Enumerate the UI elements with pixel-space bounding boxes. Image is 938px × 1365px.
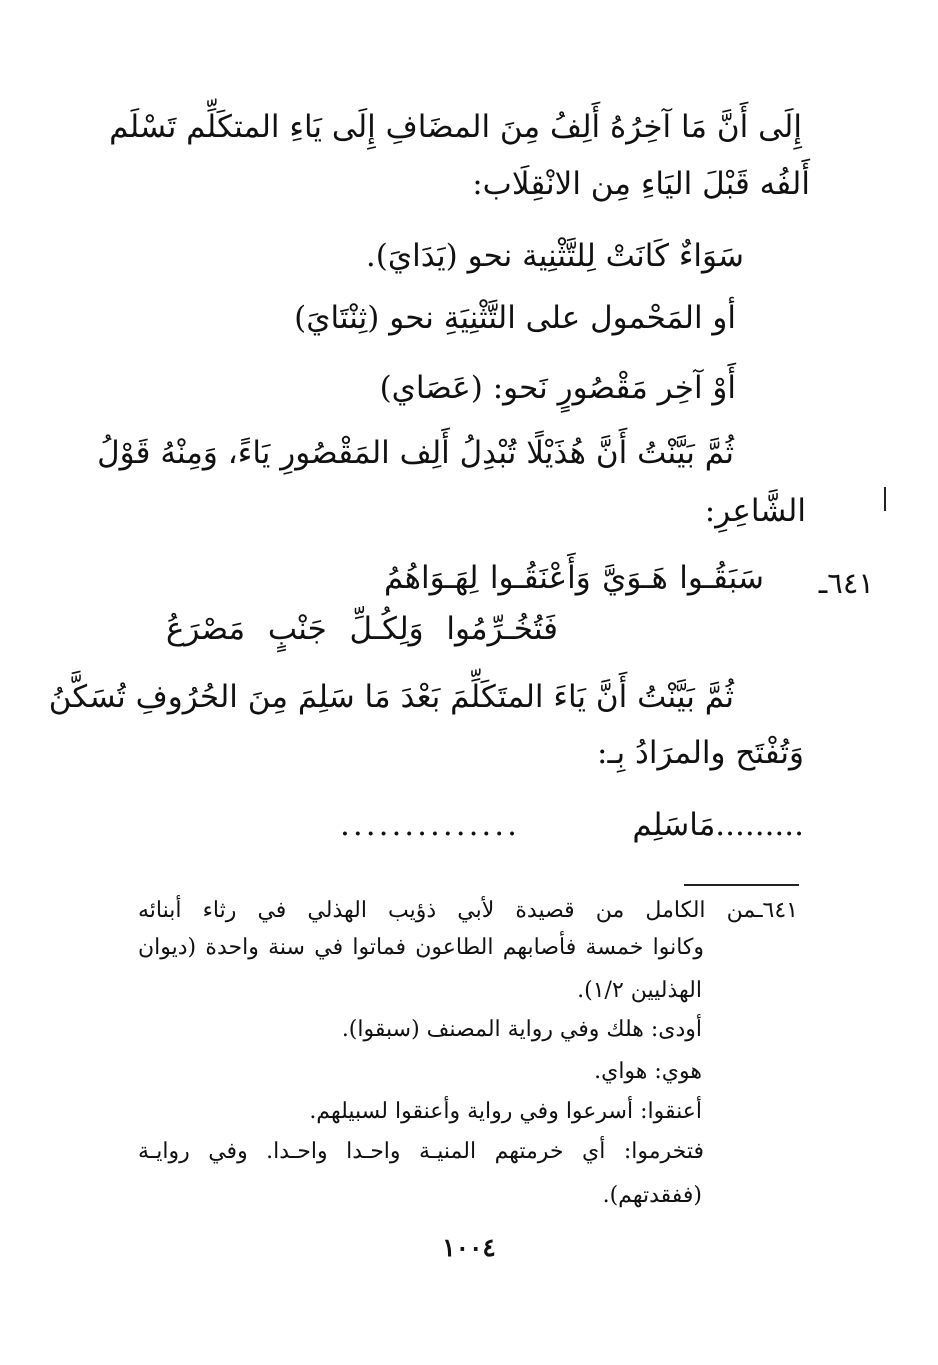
page-number: ١٠٠٤ bbox=[442, 1233, 496, 1262]
main-text-line: أَوْ آخِر مَقْصُورٍ نَحو: (عَصَاي) bbox=[379, 370, 736, 406]
main-text-line: إِلَى أَنَّ مَا آخِرُهُ أَلِفُ مِنَ المضَافِ إِلَى يَاءِ المتكَلِّم تَسْلَم bbox=[109, 109, 802, 145]
main-text-line: سَوَاءٌ كَانَتْ لِلتَّثْنِية نحو (يَدَايَ). bbox=[365, 238, 744, 274]
footnote-line: أودى: هلك وفي رواية المصنف (سبقوا). bbox=[341, 1017, 702, 1042]
elided-dots: .............. bbox=[340, 807, 520, 843]
main-text-line: وَتُفْتَح والمرَادُ بِـ: bbox=[597, 735, 804, 771]
footnote-line: الهذليين ١/٢). bbox=[577, 978, 702, 1003]
margin-mark bbox=[884, 487, 886, 511]
main-text-line: أو المَحْمول على التَّثْنِيَةِ نحو (ثِنْتَايَ) bbox=[294, 300, 736, 336]
footnote-line: أعنقوا: أسرعوا وفي رواية وأعنقوا لسبيلهم. bbox=[309, 1099, 702, 1124]
footnote-separator bbox=[684, 884, 799, 886]
footnote-line: (ففقدتهم). bbox=[602, 1183, 702, 1208]
footnote-line: وكانوا خمسة فأصابهم الطاعون فماتوا في سنة واحدة (ديوان bbox=[138, 935, 704, 960]
main-text-line: ثُمَّ بَيَّنْتُ أَنَّ هُذَيْلًا تُبْدِلُ أَلِف المَقْصُورِ يَاءً، وَمِنْهُ قَوْلُ bbox=[97, 435, 734, 471]
footnote-line: فتخرموا: أي خرمتهم المنيـة واحـدا واحـدا. وفي روايـة bbox=[138, 1139, 704, 1164]
verse-hemistich-second: فَتُخُـرِّمُوا وَلِكُـلِّ جَنْبٍ مَصْرَعُ bbox=[166, 611, 558, 647]
elided-quote: .........مَاسَلِم bbox=[632, 807, 804, 843]
main-text-line: أَلفُه قَبْلَ اليَاءِ مِن الانْقِلَاب: bbox=[472, 166, 810, 202]
verse-number: ٦٤١ـ bbox=[818, 566, 874, 600]
main-text-line: الشَّاعِرِ: bbox=[704, 493, 806, 529]
main-text-line: ثُمَّ بَيَّنْتُ أَنَّ يَاءَ المتَكَلِّمَ بَعْدَ مَا سَلِمَ مِنَ الحُرُوفِ تُسَكَّنُ bbox=[48, 679, 734, 715]
footnote-line: هوي: هواي. bbox=[594, 1059, 702, 1084]
footnote-line: ٦٤١ـمن الكامل من قصيدة لأبي ذؤيب الهذلي في رثاء أبنائه bbox=[138, 898, 798, 923]
verse-hemistich-first: سَبَقُـوا هَـوَيَّ وَأَعْنَقُـوا لِهَـوَاهُمُ bbox=[384, 560, 764, 596]
